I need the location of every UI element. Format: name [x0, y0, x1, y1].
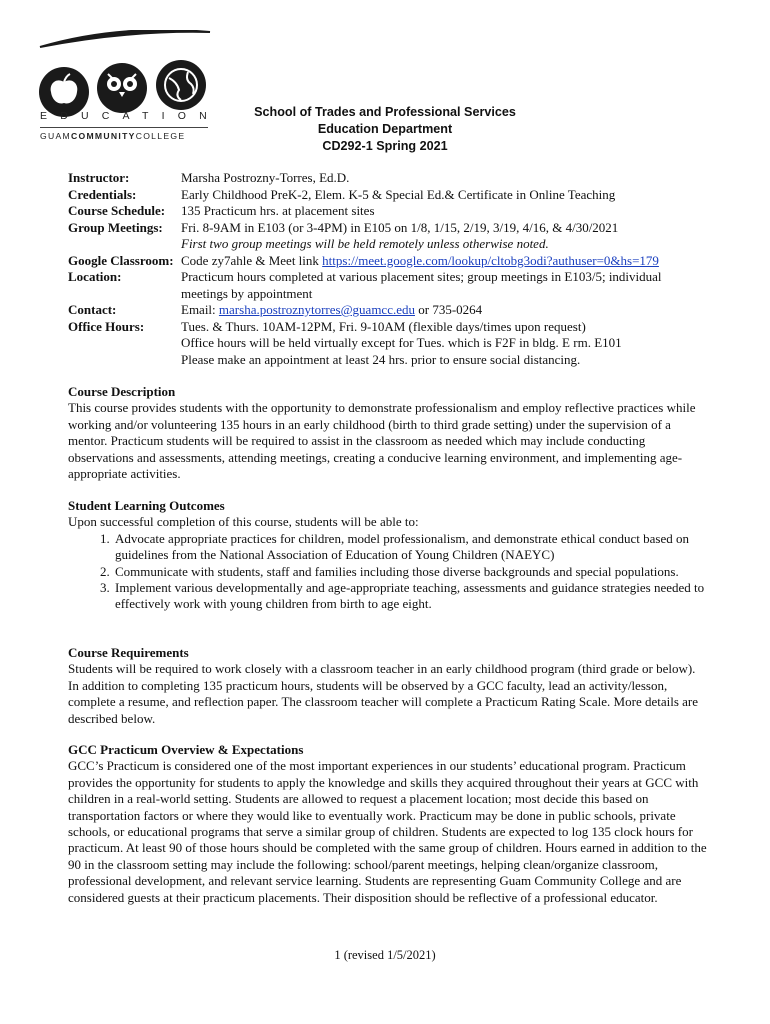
meetings-row — [68, 220, 748, 253]
course-title: CD292-1 Spring 2021 — [322, 139, 448, 153]
office-hours-row — [68, 319, 748, 369]
requirements-section — [68, 645, 708, 727]
contact-prefix: Email: — [181, 302, 219, 317]
schedule-label: Course Schedule: — [68, 203, 166, 218]
course-description-heading: Course Description — [68, 384, 176, 399]
instructor-value: Marsha Postrozny-Torres, Ed.D. — [181, 170, 350, 185]
meetings-label: Group Meetings: — [68, 219, 163, 235]
location-line-2: meetings by appointment — [181, 285, 313, 301]
logo-divider — [40, 127, 208, 128]
list-item: 1. Advocate appropriate practices for children, model professionalism, and demonstrate ethical conduct based on guidelines from the National Association of Education of Young Children (NAEYC) — [113, 531, 708, 564]
location-label: Location: — [68, 269, 122, 284]
course-info — [68, 170, 748, 368]
contact-row — [68, 302, 748, 319]
office-hours-label: Office Hours: — [68, 318, 145, 334]
course-description-text: This course provides students with the opportunity to demonstrate professionalism and employ reflective practices while working and/or volunteering 135 hours in an early childhood (birth to third grade setting) under the supervision of a mentor. Practicum students will be required to assist in the classroom as needed which may include conducting observations and assessments, attending meetings, creating a conducive learning environment, and implementing age-appropriate activities. — [68, 400, 696, 482]
location-row — [68, 269, 748, 302]
outcomes-intro: Upon successful completion of this course, students will be able to: — [68, 514, 419, 530]
logo-education-text: EDUCATION — [40, 110, 220, 122]
instructor-row — [68, 170, 748, 187]
overview-text: GCC’s Practicum is considered one of the most important experiences in our students’ educational program. Practicum provides the opportunity for students to apply the knowledge and skills they acquired throughout their years at GCC with children in a real-world setting. Students are allowed to request a placement location; most decide this based on transportation factors or where they would like to eventually work. Practicum may be done in public schools, private schools, or educational programs that serve a similar group of children. Students are expected to log 135 clock hours for practicum. At least 90 of those hours should be completed with the same group of children. Hours earned in addition to the 90 in the classroom setting may include the following: school/parent meetings, helping clean/organize classroom, professional development, and relevant service learning. Students are representing Guam Community College and are considered guests at their practicum placements. Their disposition should be reflective of a professional educator. — [68, 758, 707, 905]
requirements-heading: Course Requirements — [68, 645, 189, 660]
contact-phone: or 735-0264 — [415, 302, 483, 317]
office-hours-line-1: Tues. & Thurs. 10AM-12PM, Fri. 9-10AM (flexible days/times upon request) — [181, 318, 586, 334]
requirements-text: Students will be required to work closely with a classroom teacher in an early childhood program (third grade or below). In addition to completing 135 practicum hours, students will be observed by a GCC faculty, lead an activity/lesson, complete a resume, and reflection paper. The classroom teacher will complete a Practicum Rating Scale. More details are described below. — [68, 661, 699, 726]
instructor-label: Instructor: — [68, 170, 130, 185]
page-footer: 1 (revised 1/5/2021) — [334, 948, 436, 962]
schedule-value: 135 Practicum hrs. at placement sites — [181, 203, 375, 218]
outcomes-heading: Student Learning Outcomes — [68, 498, 225, 513]
classroom-code: Code zy7ahle & Meet link — [181, 252, 323, 268]
document-header — [225, 104, 545, 155]
contact-label: Contact: — [68, 302, 117, 317]
school-name: School of Trades and Professional Services — [254, 105, 516, 119]
list-item: 2. Communicate with students, staff and families including those diverse backgrounds and special populations. — [113, 564, 708, 580]
overview-heading: GCC Practicum Overview & Expectations — [68, 742, 304, 757]
outcomes-list — [68, 531, 708, 613]
overview-section — [68, 742, 708, 906]
meet-link[interactable]: https://meet.google.com/lookup/cltobg3odi?authuser=0&hs=179 — [322, 252, 659, 268]
office-hours-line-3: Please make an appointment at least 24 hrs. prior to ensure social distancing. — [181, 351, 581, 367]
list-item: 3. Implement various developmentally and age-appropriate teaching, assessments and guidance strategies needed to effectively work with young children from birth to age eight. — [113, 580, 708, 613]
classroom-row — [68, 253, 748, 270]
email-link[interactable]: marsha.postroznytorres@guamcc.edu — [218, 302, 415, 317]
schedule-row — [68, 203, 748, 220]
credentials-value: Early Childhood PreK-2, Elem. K-5 & Special Ed.& Certificate in Online Teaching — [181, 186, 616, 202]
location-line-1: Practicum hours completed at various placement sites; group meetings in E103/5; individual — [181, 269, 662, 284]
office-hours-line-2: Office hours will be held virtually except for Tues. which is F2F in bldg. E rm. E101 — [181, 335, 622, 350]
logo-college-text: GUAMCOMMUNITYCOLLEGE — [40, 131, 186, 141]
meetings-value: Fri. 8-9AM in E103 (or 3-4PM) in E105 on 1/8, 1/15, 2/19, 3/19, 4/16, & 4/30/2021 — [181, 219, 619, 235]
meetings-note: First two group meetings will be held remotely unless otherwise noted. — [181, 236, 549, 251]
outcomes-section — [68, 498, 708, 613]
department-name: Education Department — [317, 122, 453, 136]
credentials-row — [68, 187, 748, 204]
credentials-label: Credentials: — [68, 186, 137, 202]
course-description-section — [68, 384, 708, 482]
classroom-label: Google Classroom: — [68, 252, 174, 268]
